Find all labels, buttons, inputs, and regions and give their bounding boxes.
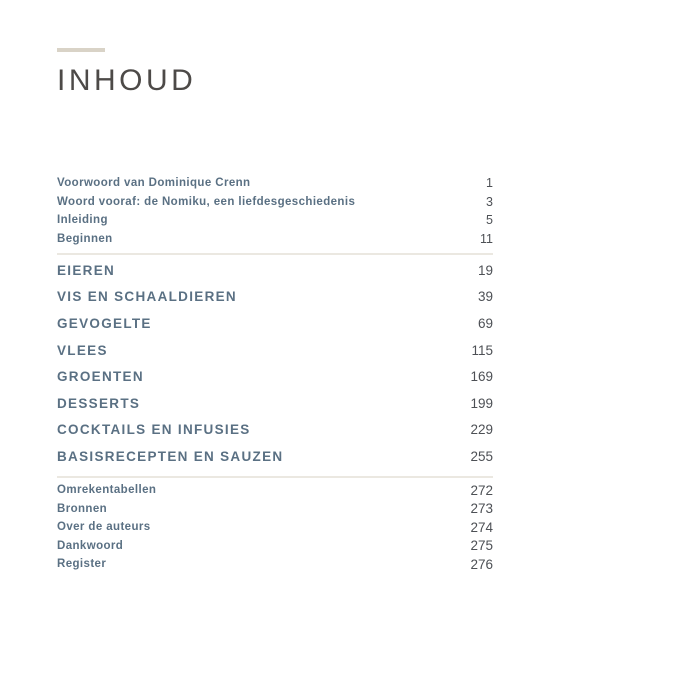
toc-chapter-page-number: 115 (471, 342, 493, 358)
toc-chapter-label: DESSERTS (57, 395, 141, 411)
toc-chapter-label: VLEES (57, 342, 108, 358)
toc-chapter-entry (57, 417, 493, 444)
toc-entry (57, 537, 493, 556)
section-divider (57, 476, 493, 478)
toc-chapter-entry (57, 363, 493, 390)
toc-entry-label: Voorwoord van Dominique Crenn (57, 177, 251, 190)
toc-chapter-entry (57, 257, 493, 284)
toc-chapter-label: BASISRECEPTEN EN SAUZEN (57, 448, 284, 464)
toc-entry (57, 211, 493, 230)
toc-entry-page-number: 272 (470, 482, 493, 498)
toc-chapter-page-number: 19 (477, 262, 493, 278)
toc-entry-page-number: 275 (470, 538, 493, 554)
toc-page (57, 0, 493, 700)
toc-chapter-page-number: 255 (470, 448, 493, 464)
toc-entry (57, 174, 493, 193)
toc-entry (57, 500, 493, 519)
toc-entry-label: Over de auteurs (57, 521, 151, 534)
chapter-list (57, 257, 493, 470)
toc-chapter-page-number: 39 (477, 289, 493, 305)
toc-entry-page-number: 1 (486, 176, 493, 191)
toc-entry (57, 481, 493, 500)
section-divider (57, 253, 493, 255)
toc-chapter-page-number: 229 (470, 422, 493, 438)
toc-entry-label: Inleiding (57, 214, 108, 227)
toc-entry-label: Register (57, 558, 107, 571)
page-title: INHOUD (57, 64, 197, 97)
toc-entry-label: Bronnen (57, 502, 108, 515)
toc-entry-page-number: 273 (470, 501, 493, 517)
toc-entry (57, 230, 493, 249)
toc-chapter-entry (57, 337, 493, 364)
toc-entry (57, 555, 493, 574)
back-matter-list (57, 481, 493, 574)
toc-entry-label: Omrekentabellen (57, 484, 157, 497)
toc-chapter-label: GEVOGELTE (57, 315, 152, 331)
toc-entry-page-number: 5 (486, 213, 493, 228)
toc-chapter-label: VIS EN SCHAALDIEREN (57, 289, 237, 305)
toc-entry-page-number: 274 (470, 519, 493, 535)
toc-entry (57, 518, 493, 537)
toc-chapter-entry (57, 390, 493, 417)
toc-entry-label: Dankwoord (57, 539, 124, 552)
toc-entry-page-number: 3 (486, 194, 493, 209)
toc-chapter-entry (57, 284, 493, 311)
toc-entry-label: Beginnen (57, 232, 113, 245)
toc-chapter-label: EIEREN (57, 262, 116, 278)
toc-chapter-entry (57, 443, 493, 470)
toc-chapter-page-number: 69 (477, 315, 493, 331)
front-matter-list (57, 174, 493, 248)
accent-dash (57, 48, 105, 52)
toc-chapter-page-number: 169 (470, 369, 493, 385)
toc-chapter-entry (57, 310, 493, 337)
toc-entry (57, 193, 493, 212)
toc-entry-page-number: 276 (470, 556, 493, 572)
toc-chapter-label: GROENTEN (57, 369, 144, 385)
toc-entry-label: Woord vooraf: de Nomiku, een liefdesgeschiedenis (57, 195, 356, 208)
toc-chapter-page-number: 199 (470, 395, 493, 411)
toc-entry-page-number: 11 (480, 231, 493, 246)
toc-chapter-label: COCKTAILS EN INFUSIES (57, 422, 251, 438)
